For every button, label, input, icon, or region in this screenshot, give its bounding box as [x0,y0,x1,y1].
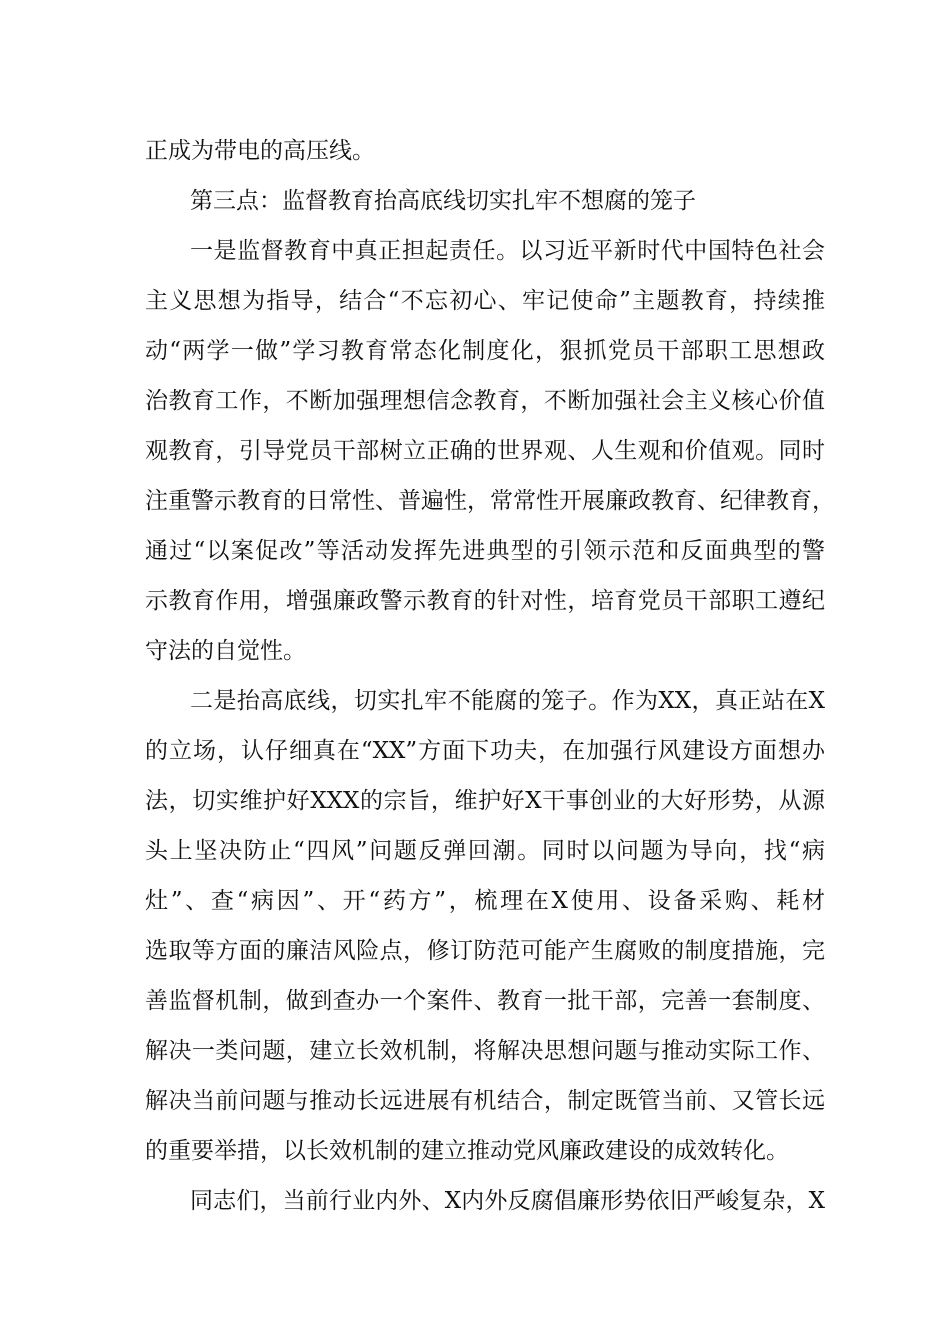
text-line: 的重要举措，以长效机制的建立推动党风廉政建设的成效转化。 [145,1138,789,1164]
text-line: 正成为带电的高压线。 [145,138,375,164]
text-line: 灶”、查“病因”、开“药方”，梳理在X使用、设备采购、耗材 [145,888,825,914]
text-line: 选取等方面的廉洁风险点，修订防范可能产生腐败的制度措施，完 [145,938,825,964]
text-line: 的立场，认仔细真在“XX”方面下功夫，在加强行风建设方面想办 [145,738,825,764]
text-line: 头上坚决防止“四风”问题反弹回潮。同时以问题为导向，找“病 [145,838,825,864]
section-heading: 第三点：监督教育抬高底线切实扎牢不想腐的笼子 [190,188,696,214]
text-line: 二是抬高底线，切实扎牢不能腐的笼子。作为XX，真正站在X [190,688,825,714]
text-line: 解决当前问题与推动长远进展有机结合，制定既管当前、又管长远 [145,1088,825,1114]
text-line: 动“两学一做”学习教育常态化制度化，狠抓党员干部职工思想政 [145,338,825,364]
text-line: 观教育，引导党员干部树立正确的世界观、人生观和价值观。同时 [145,438,825,464]
text-line: 示教育作用，增强廉政警示教育的针对性，培育党员干部职工遵纪 [145,588,825,614]
text-line: 同志们，当前行业内外、X内外反腐倡廉形势依旧严峻复杂，X [190,1188,825,1214]
text-line: 善监督机制，做到查办一个案件、教育一批干部，完善一套制度、 [145,988,825,1014]
text-line: 解决一类问题，建立长效机制，将解决思想问题与推动实际工作、 [145,1038,825,1064]
text-line: 法，切实维护好XXX的宗旨，维护好X干事创业的大好形势，从源 [145,788,825,814]
text-line: 注重警示教育的日常性、普遍性，常常性开展廉政教育、纪律教育， [145,488,835,514]
text-line: 通过“以案促改”等活动发挥先进典型的引领示范和反面典型的警 [145,538,825,564]
text-line: 一是监督教育中真正担起责任。以习近平新时代中国特色社会 [190,238,825,264]
text-line: 主义思想为指导，结合“不忘初心、牢记使命”主题教育，持续推 [145,288,825,314]
text-line: 治教育工作，不断加强理想信念教育，不断加强社会主义核心价值 [145,388,825,414]
text-line: 守法的自觉性。 [145,638,306,664]
